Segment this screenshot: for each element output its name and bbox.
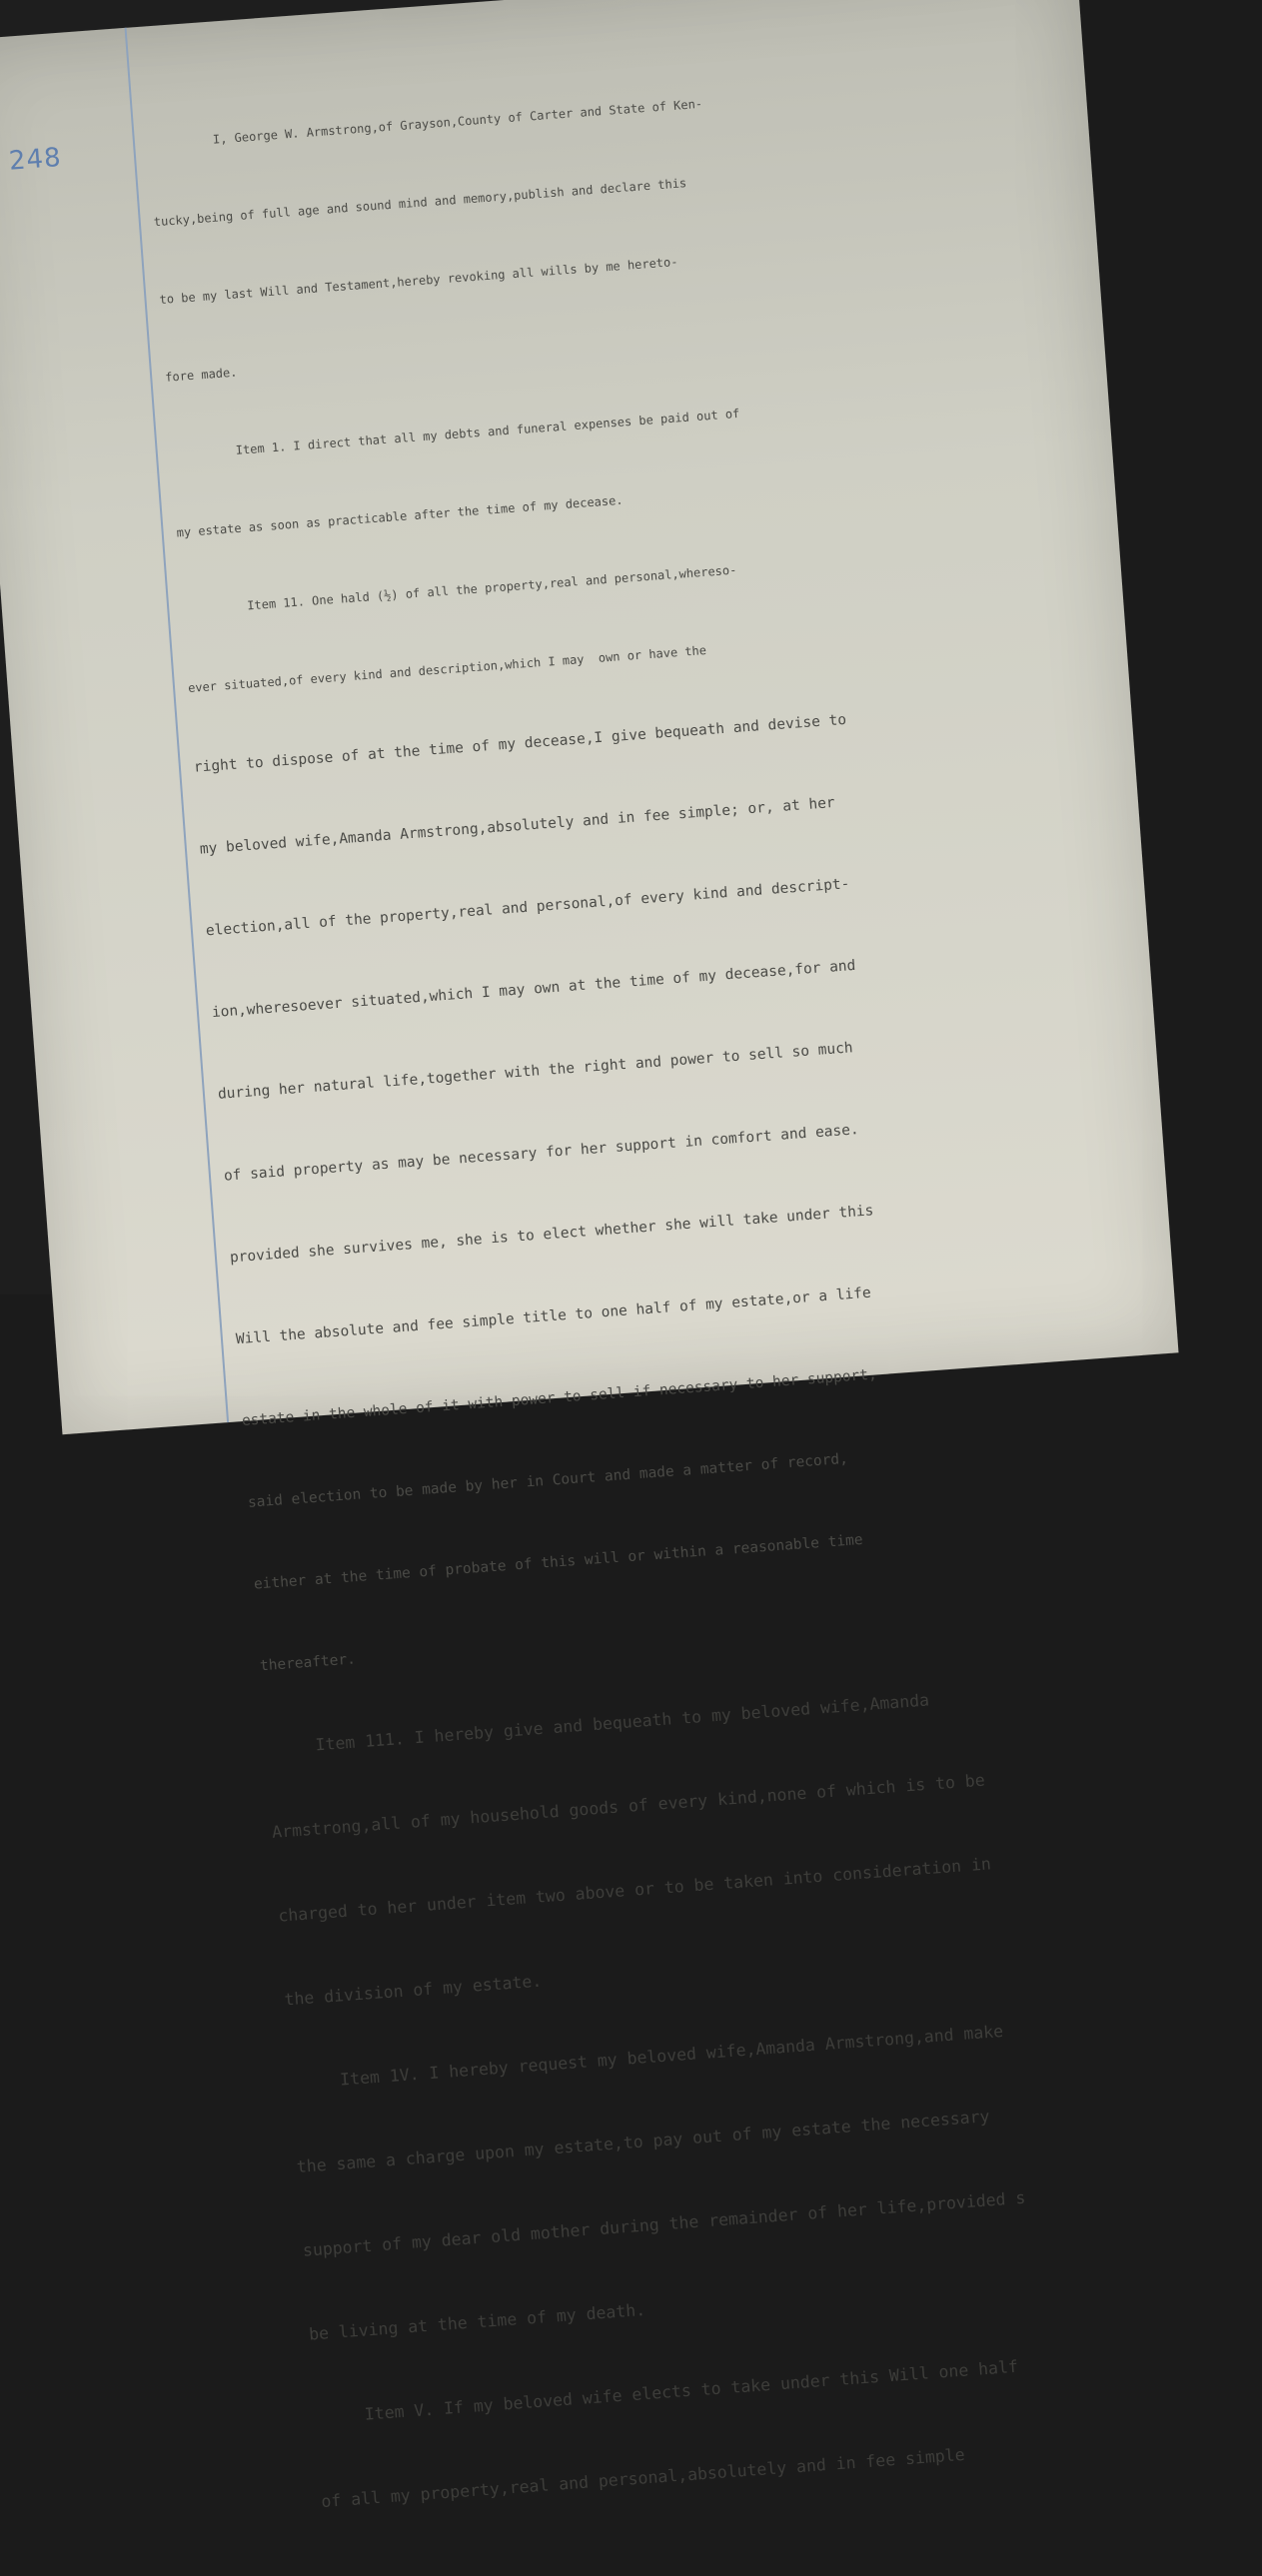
text-line: Armstrong,all of my household goods of every kind,none of which is to be bbox=[271, 1770, 986, 1842]
will-text bbox=[144, 24, 1183, 2563]
text-line: Item 11. One hald (½) of all the property,real and personal,whereso- bbox=[181, 562, 737, 618]
text-line: fore made. bbox=[164, 365, 238, 385]
text-line: right to dispose of at the time of my decease,I give bequeath and devise to bbox=[193, 711, 847, 776]
text-line: tucky,being of full age and sound mind and memory,publish and declare this bbox=[153, 176, 687, 230]
text-line: provided she survives me, she is to elect whether she will take under this bbox=[229, 1203, 874, 1267]
text-line: thereafter. bbox=[259, 1651, 357, 1675]
text-line: Item 1. I direct that all my debts and funeral expenses be paid out of bbox=[170, 406, 740, 462]
text-line: of all my property,real and personal,absolutely and in fee simple bbox=[320, 2444, 966, 2512]
text-line: ever situated,of every kind and description,which I may own or have the bbox=[187, 642, 707, 696]
text-line: election,all of the property,real and personal,of every kind and descript- bbox=[205, 876, 850, 940]
text-line: the same a charge upon my estate,to pay out of my estate the necessary bbox=[296, 2107, 991, 2177]
text-line: either at the time of probate of this will or within a reasonable time bbox=[253, 1531, 864, 1593]
text-line: Item 111. I hereby give and bequeath to my beloved wife,Amanda bbox=[265, 1690, 930, 1759]
text-line: Will the absolute and fee simple title to one half of my estate,or a life bbox=[235, 1285, 872, 1348]
text-line: ion,wheresoever situated,which I may own at the time of my decease,for and bbox=[211, 957, 856, 1022]
text-line: estate in the whole of it with power to sell if necessary to her support, bbox=[241, 1366, 878, 1430]
text-line: charged to her under item two above or to be taken into consideration in bbox=[277, 1854, 992, 1926]
text-line: said election to be made by her in Court and made a matter of record, bbox=[247, 1450, 849, 1511]
text-line: to be my last Will and Testament,hereby revoking all wills by me hereto- bbox=[159, 255, 678, 308]
text-line: be living at the time of my death. bbox=[308, 2299, 646, 2344]
page-number: 248 bbox=[7, 142, 63, 177]
text-line: the division of my estate. bbox=[283, 1971, 543, 2010]
text-line: of said property as may be necessary for her support in comfort and ease. bbox=[223, 1122, 860, 1185]
text-line: I, George W. Armstrong,of Grayson,County of Carter and State of Ken- bbox=[147, 96, 703, 152]
text-line: my estate as soon as practicable after the time of my decease. bbox=[176, 492, 624, 540]
text-line: my beloved wife,Amanda Armstrong,absolutely and in fee simple; or, at her bbox=[199, 794, 836, 858]
text-line: Item V. If my beloved wife elects to take under this Will one half bbox=[314, 2356, 1019, 2428]
text-line: during her natural life,together with the right and power to sell so much bbox=[217, 1040, 854, 1103]
text-line: support of my dear old mother during the remainder of her life,provided s bbox=[302, 2187, 1026, 2260]
text-line: Item 1V. I hereby request my beloved wife,Amanda Armstrong,and make bbox=[290, 2021, 1004, 2094]
